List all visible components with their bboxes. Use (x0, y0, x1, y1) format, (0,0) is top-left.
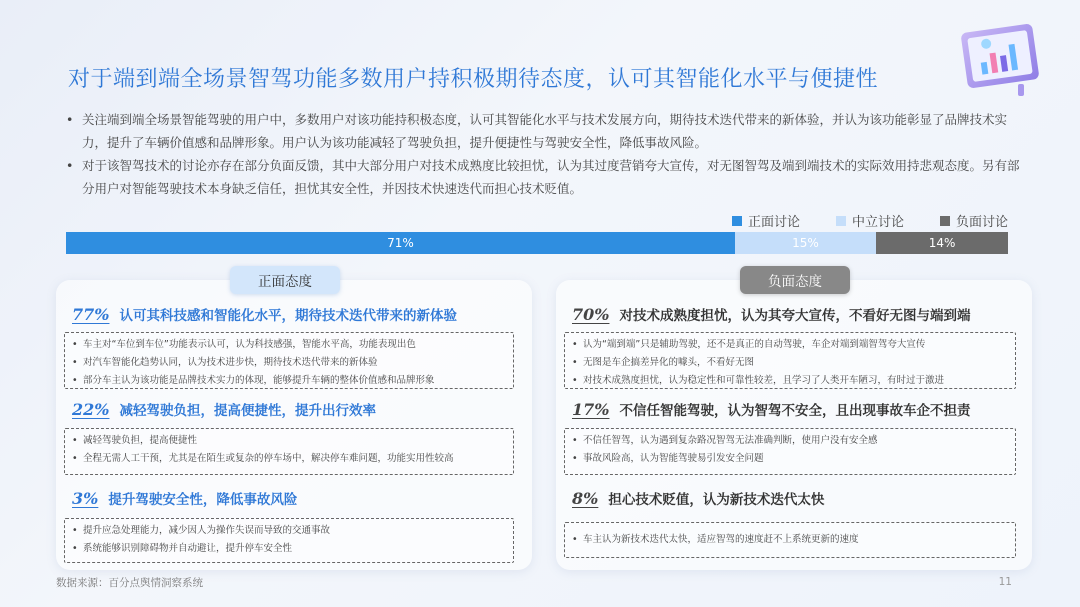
chart-legend (732, 211, 1008, 230)
bar-segment-neutral (735, 232, 876, 254)
legend-swatch-neutral (836, 216, 846, 226)
positive-item-1-pct: 77% (72, 305, 110, 324)
positive-item-2-details (64, 428, 514, 475)
sentiment-stacked-bar (66, 232, 1008, 254)
detail-line: • 对技术成熟度担忧，认为稳定性和可靠性较差，且学习了人类开车陋习，有时过于激进 (571, 372, 1009, 390)
negative-item-3-heading: 担心技术贬值，认为新技术迭代太快 (608, 492, 825, 508)
positive-item-2-pct: 22% (72, 400, 110, 419)
page-title: 对于端到端全场景智驾功能多数用户持积极期待态度，认可其智能化水平与便捷性 (68, 67, 879, 92)
legend-label-positive: 正面讨论 (747, 215, 800, 230)
negative-item-2-details (564, 428, 1016, 475)
negative-item-2-heading: 不信任智能驾驶，认为智驾不安全，且出现事故车企不担责 (619, 403, 971, 419)
detail-line: • 提升应急处理能力，减少因人为操作失误而导致的交通事故 (71, 522, 507, 540)
positive-item-2-head (72, 399, 376, 419)
negative-item-3-head (572, 488, 824, 508)
legend-item-neutral (836, 211, 904, 230)
positive-item-3-heading: 提升驾驶安全性，降低事故风险 (108, 492, 298, 508)
detail-line: • 系统能够识别障碍物并自动避让，提升停车安全性 (71, 540, 507, 558)
negative-item-3-pct: 8% (572, 489, 599, 508)
bar-segment-positive (66, 232, 735, 254)
detail-line: • 全程无需人工干预，尤其是在陌生或复杂的停车场中，解决停车难问题，功能实用性较高 (71, 450, 507, 468)
negative-item-2-pct: 17% (572, 400, 610, 419)
summary-bullet: • 关注端到端全场景智能驾驶的用户中，多数用户对该功能持积极态度，认可其智能化水平与技术发展方向，期待技术迭代带来的新体验，并认为该功能彰显了品牌技术实力，提升了车辆价值感和品牌形象。用户认为该功能减轻了驾驶负担，提升便捷性与驾驶安全性，降低事故风险。 (64, 108, 1024, 154)
chart-board-illustration-icon (958, 22, 1046, 98)
positive-item-1-heading: 认可其科技感和智能化水平，期待技术迭代带来的新体验 (119, 308, 457, 324)
bar-label-negative: 14% (928, 236, 956, 250)
bar-segment-negative (876, 232, 1008, 254)
negative-item-1-head (572, 304, 970, 324)
detail-line: • 车主对“车位到车位”功能表示认可，认为科技感强，智能水平高，功能表现出色 (71, 336, 507, 354)
negative-item-1-details (564, 332, 1016, 389)
detail-line: • 部分车主认为该功能是品牌技术实力的体现，能够提升车辆的整体价值感和品牌形象 (71, 372, 507, 390)
legend-item-positive (732, 211, 800, 230)
positive-item-3-details (64, 518, 514, 563)
summary-bullets (64, 108, 1024, 200)
detail-line: • 车主认为新技术迭代太快，适应智驾的速度赶不上系统更新的速度 (571, 531, 1009, 549)
detail-line: • 减轻驾驶负担，提高便捷性 (71, 432, 507, 450)
detail-line: • 事故风险高，认为智能驾驶易引发安全问题 (571, 450, 1009, 468)
positive-item-1-details (64, 332, 514, 389)
positive-item-3-pct: 3% (72, 489, 99, 508)
positive-item-2-heading: 减轻驾驶负担，提高便捷性，提升出行效率 (119, 403, 376, 419)
negative-item-3-details (564, 522, 1016, 558)
negative-item-1-heading: 对技术成熟度担忧，认为其夸大宣传，不看好无图与端到端 (619, 308, 971, 324)
negative-item-1-pct: 70% (572, 305, 610, 324)
legend-item-negative (940, 211, 1008, 230)
detail-line: • 认为“端到端”只是辅助驾驶，还不是真正的自动驾驶，车企对端到端智驾夸大宣传 (571, 336, 1009, 354)
legend-swatch-negative (940, 216, 950, 226)
legend-swatch-positive (732, 216, 742, 226)
negative-panel-label: 负面态度 (740, 266, 850, 294)
detail-line: • 无图是车企搞差异化的噱头，不看好无图 (571, 354, 1009, 372)
data-source: 数据来源：百分点舆情洞察系统 (56, 577, 203, 589)
detail-line: • 不信任智驾，认为遇到复杂路况智驾无法准确判断，使用户没有安全感 (571, 432, 1009, 450)
negative-item-2-head (572, 399, 970, 419)
page-number: 11 (998, 576, 1012, 588)
detail-line: • 对汽车智能化趋势认同，认为技术进步快，期待技术迭代带来的新体验 (71, 354, 507, 372)
legend-label-neutral: 中立讨论 (851, 215, 904, 230)
positive-item-1-head (72, 304, 457, 324)
bar-label-positive: 71% (387, 236, 414, 250)
positive-panel-label: 正面态度 (230, 266, 340, 294)
summary-bullet: • 对于该智驾技术的讨论亦存在部分负面反馈，其中大部分用户对技术成熟度比较担忧，认为其过度营销夸大宣传，对无图智驾及端到端技术的实际效用持悲观态度。另有部分用户对智能驾驶技术本身缺乏信任，担忧其安全性，并因技术快速迭代而担心技术贬值。 (64, 154, 1024, 200)
legend-label-negative: 负面讨论 (955, 215, 1008, 230)
positive-item-3-head (72, 488, 297, 508)
bar-label-neutral: 15% (792, 236, 819, 250)
